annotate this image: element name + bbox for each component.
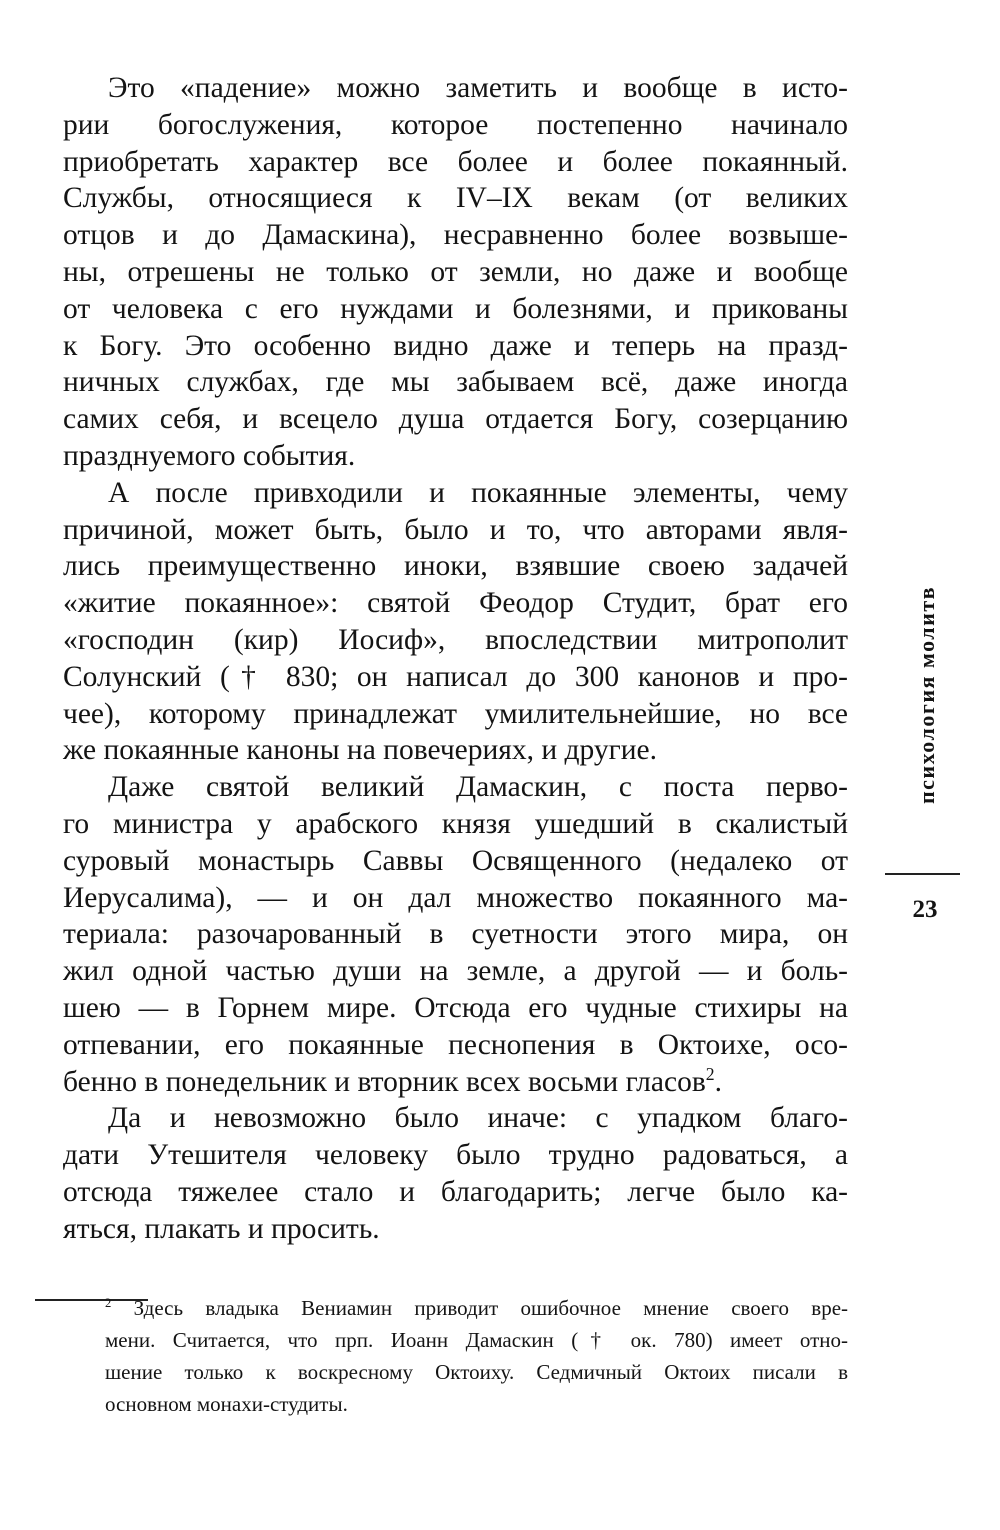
footnote-text: мени. Считается, что прп. Иоанн Дамаскин († ок. 780) имеет отно- bbox=[105, 1328, 848, 1352]
line-text: Службы, относящиеся к IV–IX векам (от великих bbox=[63, 182, 848, 215]
line-text: яться, плакать и просить. bbox=[63, 1212, 380, 1245]
text-line bbox=[63, 512, 848, 549]
text-line bbox=[63, 328, 848, 365]
footnote-line bbox=[105, 1356, 848, 1388]
line-text: Иерусалима), — и он дал множество покаянного ма- bbox=[63, 881, 848, 914]
line-text: «житие покаянное»: святой Феодор Студит, брат его bbox=[63, 587, 848, 620]
body-text bbox=[63, 70, 848, 1248]
line-text: ны, отрешены не только от земли, но даже и вообще bbox=[63, 255, 848, 288]
paragraph bbox=[63, 475, 848, 769]
line-text: «господин (кир) Иосиф», впоследствии митрополит bbox=[63, 623, 848, 656]
line-text: чее), которому принадлежат умилительнейшие, но все bbox=[63, 697, 848, 730]
text-line bbox=[63, 769, 848, 806]
running-head: психология молитв bbox=[914, 585, 939, 805]
sentence-period: . bbox=[714, 1065, 722, 1098]
line-text: празднуемого события. bbox=[63, 439, 356, 472]
text-line bbox=[63, 1100, 848, 1137]
text-line bbox=[63, 916, 848, 953]
line-text: к Богу. Это особенно видно даже и теперь на празд- bbox=[63, 329, 848, 362]
paragraph bbox=[63, 769, 848, 1100]
text-line bbox=[63, 696, 848, 733]
paragraph bbox=[63, 1100, 848, 1247]
footnote-reference: 2 bbox=[705, 1063, 715, 1084]
footnote-text: шение только к воскресному Октоиху. Седмичный Октоих писали в bbox=[105, 1360, 848, 1384]
line-text: ничных службах, где мы забываем всё, даже иногда bbox=[63, 366, 848, 399]
line-text: Солунский († 830; он написал до 300 канонов и про- bbox=[63, 660, 848, 693]
text-line bbox=[63, 622, 848, 659]
footnote-line bbox=[105, 1388, 848, 1420]
line-text: суровый монастырь Саввы Освященного (недалеко от bbox=[63, 844, 848, 877]
text-line bbox=[63, 70, 848, 107]
line-text: же покаянные каноны на повечериях, и другие. bbox=[63, 734, 657, 767]
text-line bbox=[63, 1211, 848, 1248]
text-line bbox=[63, 401, 848, 438]
text-line bbox=[63, 990, 848, 1027]
text-line bbox=[63, 659, 848, 696]
line-text: отпевании, его покаянные песнопения в Октоихе, осо- bbox=[63, 1028, 848, 1061]
line-text: А после привходили и покаянные элементы, чему bbox=[108, 476, 848, 509]
line-text: жил одной частью души на земле, а другой — и боль- bbox=[63, 955, 848, 988]
footnote bbox=[105, 1292, 848, 1420]
text-line bbox=[63, 217, 848, 254]
text-line bbox=[63, 806, 848, 843]
text-line bbox=[63, 180, 848, 217]
line-text: Даже святой великий Дамаскин, с поста перво- bbox=[108, 771, 848, 804]
line-text: отсюда тяжелее стало и благодарить; легче было ка- bbox=[63, 1175, 848, 1208]
line-text: Это «падение» можно заметить и вообще в исто- bbox=[108, 72, 848, 104]
text-line bbox=[63, 438, 848, 475]
footnote-text: Здесь владыка Вениамин приводит ошибочное мнение своего вре- bbox=[133, 1296, 849, 1320]
footnote-line bbox=[105, 1292, 848, 1324]
page-number-rule bbox=[885, 873, 960, 875]
line-text: причиной, может быть, было и то, что авторами явля- bbox=[63, 513, 848, 546]
line-text: рии богослужения, которое постепенно начинало bbox=[63, 108, 848, 141]
text-line bbox=[63, 107, 848, 144]
text-line bbox=[63, 880, 848, 917]
paragraph bbox=[63, 70, 848, 475]
line-text: лись преимущественно иноки, взявшие своею задачей bbox=[63, 550, 848, 583]
text-line bbox=[63, 732, 848, 769]
text-line bbox=[63, 1137, 848, 1174]
footnote-marker: 2 bbox=[105, 1296, 112, 1310]
text-line bbox=[63, 843, 848, 880]
footnote-text: основном монахи-студиты. bbox=[105, 1392, 348, 1416]
line-text: бенно в понедельник и вторник всех восьми гласов bbox=[63, 1065, 706, 1098]
text-line bbox=[63, 475, 848, 512]
text-line bbox=[63, 1027, 848, 1064]
line-text: от человека с его нуждами и болезнями, и прикованы bbox=[63, 292, 848, 325]
text-line bbox=[63, 1174, 848, 1211]
text-line bbox=[63, 548, 848, 585]
page-number: 23 bbox=[912, 896, 938, 923]
text-line bbox=[63, 144, 848, 181]
line-text: Да и невозможно было иначе: с упадком благо- bbox=[108, 1102, 848, 1135]
line-text: дати Утешителя человеку было трудно радоваться, а bbox=[63, 1139, 848, 1172]
line-text: шею — в Горнем мире. Отсюда его чудные стихиры на bbox=[63, 991, 848, 1024]
text-line bbox=[63, 291, 848, 328]
footnote-line bbox=[105, 1324, 848, 1356]
line-text: отцов и до Дамаскина), несравненно более возвыше- bbox=[63, 219, 848, 252]
text-line bbox=[63, 364, 848, 401]
text-line bbox=[63, 1064, 848, 1101]
line-text: го министра у арабского князя ушедший в скалистый bbox=[63, 807, 848, 840]
text-line bbox=[63, 953, 848, 990]
text-line bbox=[63, 585, 848, 622]
line-text: самих себя, и всецело душа отдается Богу, созерцанию bbox=[63, 403, 848, 436]
line-text: приобретать характер все более и более покаянный. bbox=[63, 145, 848, 178]
text-line bbox=[63, 254, 848, 291]
line-text: териала: разочарованный в суетности этого мира, он bbox=[63, 918, 848, 951]
